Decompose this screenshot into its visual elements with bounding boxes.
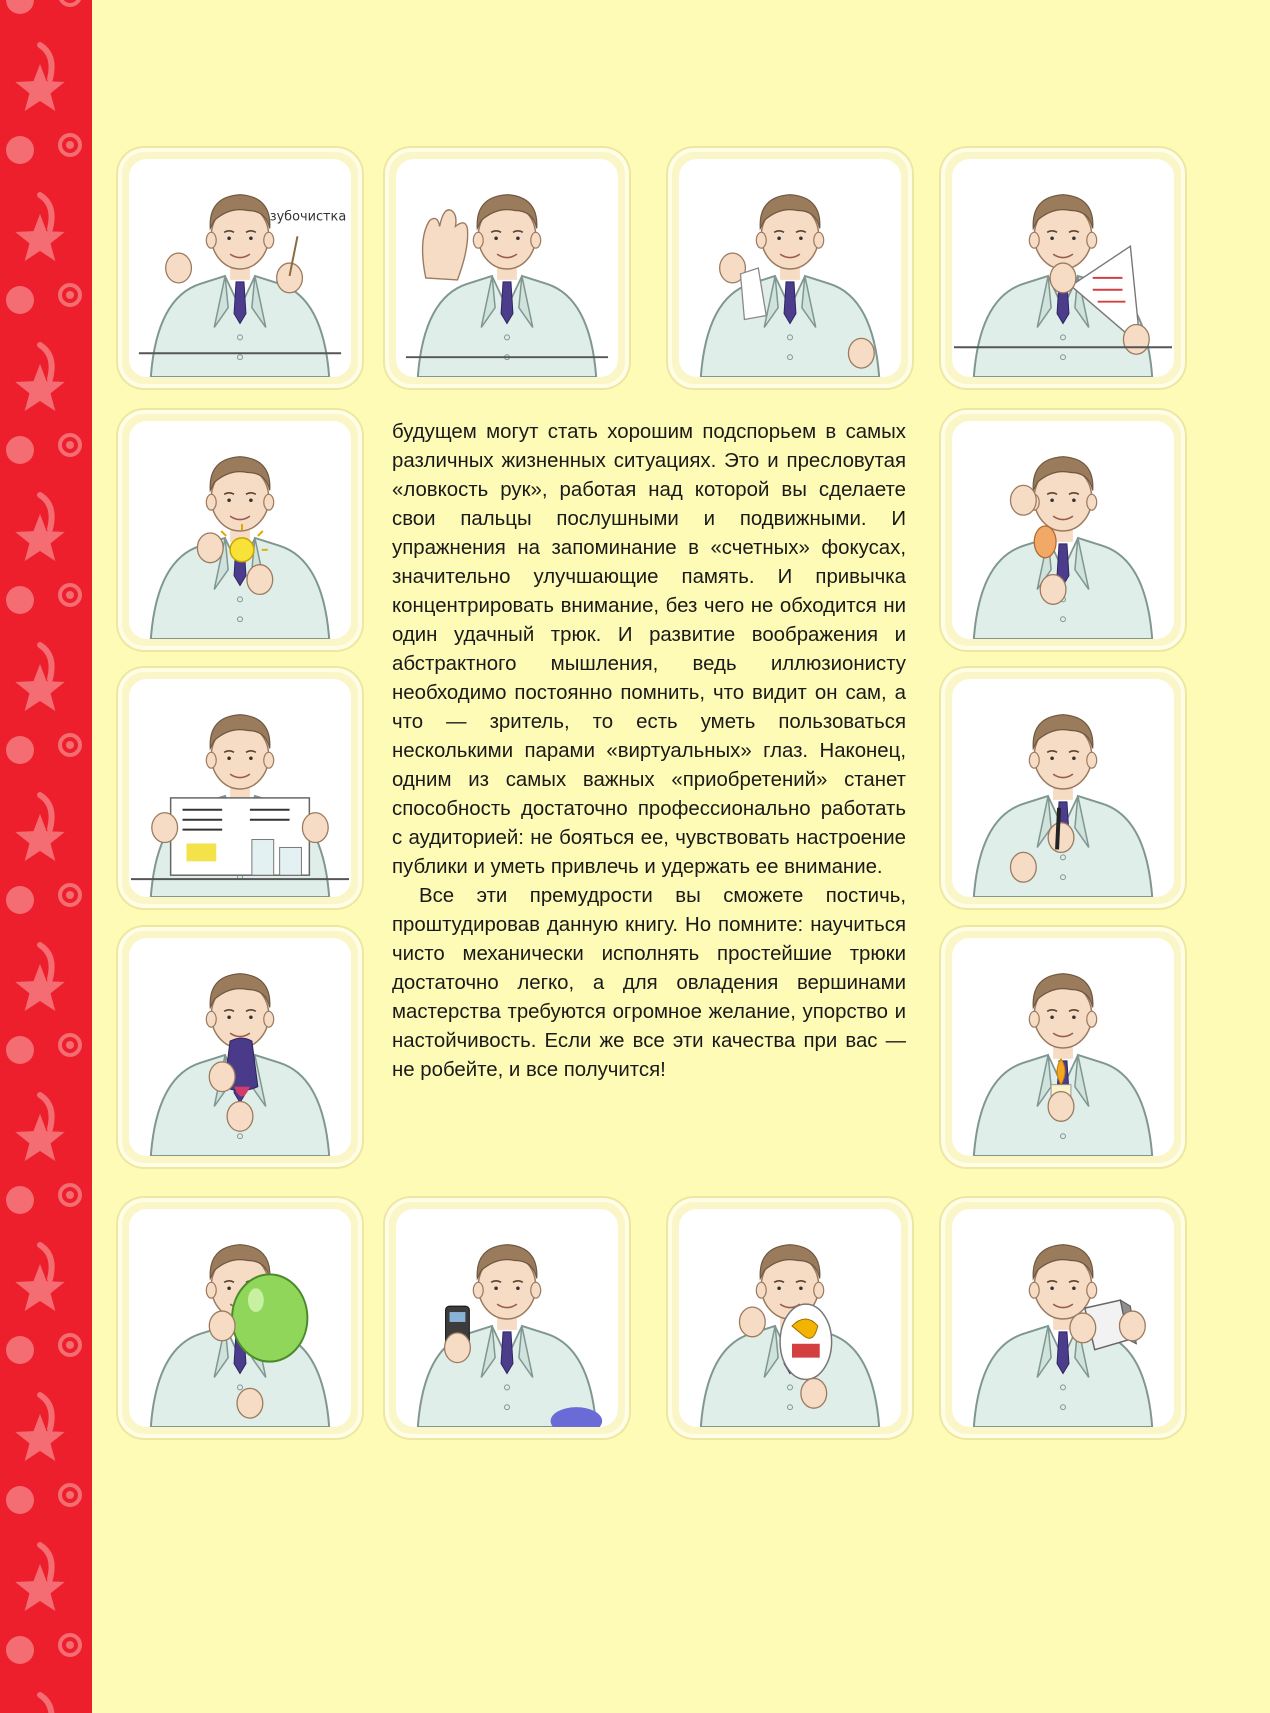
strip-scalloped-edge — [86, 0, 98, 1713]
magician-drawing — [129, 679, 351, 897]
magician-drawing — [129, 938, 351, 1156]
magician-drawing — [129, 1209, 351, 1427]
illustration-open-palm — [385, 148, 629, 388]
illustration-ball-picture — [668, 1198, 912, 1438]
illustration-egg — [941, 410, 1185, 650]
paragraph-1: будущем могут стать хорошим подспорьем в самых различных жизненных ситуациях. Это и пресловутая «ловкость рук», работая над которой вы сделаете свои пальцы послушными и подвижными. И упражнения на запоминание в «счетных» фокусах, значительно улучшающие память. И привычка концентрировать внимание, без чего не обходится ни один удачный трюк. И развитие воображения и абстрактного мышления, ведь иллюзионисту необходимо постоянно помнить, что видит он сам, а что — зритель, то есть уметь пользоваться несколькими парами «виртуальных» глаз. Наконец, одним из самых важных «приобретений» станет способность достаточно профессионально работать с аудиторией: не бояться ее, чувствовать настроение публики и уметь привлечь и удержать ее внимание. — [392, 421, 906, 878]
magician-drawing — [679, 159, 901, 377]
magician-drawing — [952, 1209, 1174, 1427]
magician-drawing — [679, 1209, 901, 1427]
illustration-light-bulb — [118, 410, 362, 650]
magician-drawing — [129, 421, 351, 639]
illustration-toothpick — [118, 148, 362, 388]
magician-drawing — [952, 938, 1174, 1156]
paragraph-2: Все эти премудрости вы сможете постичь, проштудировав данную книгу. Но помните: научиться чисто механически исполнять простейшие трюки достаточно легко, а для овладения вершинами мастерства требуются огромное желание, упорство и настойчивость. Если же все эти качества при вас — не робейте, и все получится! — [392, 885, 906, 1081]
illustration-handkerchief-cup — [118, 927, 362, 1167]
magician-drawing — [952, 159, 1174, 377]
magician-drawing — [396, 159, 618, 377]
decorative-border-strip — [0, 0, 92, 1713]
illustration-mobile-phone — [385, 1198, 629, 1438]
illustration-green-balloon — [118, 1198, 362, 1438]
illustration-pencil — [941, 668, 1185, 908]
magician-drawing — [129, 159, 351, 377]
body-text — [392, 418, 906, 1085]
illustration-handkerchief — [668, 148, 912, 388]
toothpick-label: зубочистка — [269, 209, 347, 225]
strip-pattern — [0, 0, 92, 1713]
magician-drawing — [952, 679, 1174, 897]
illustration-candle — [941, 927, 1185, 1167]
magician-drawing — [952, 421, 1174, 639]
illustration-paper-cone — [941, 148, 1185, 388]
illustration-cube — [941, 1198, 1185, 1438]
illustration-newspaper — [118, 668, 362, 908]
magician-drawing — [396, 1209, 618, 1427]
